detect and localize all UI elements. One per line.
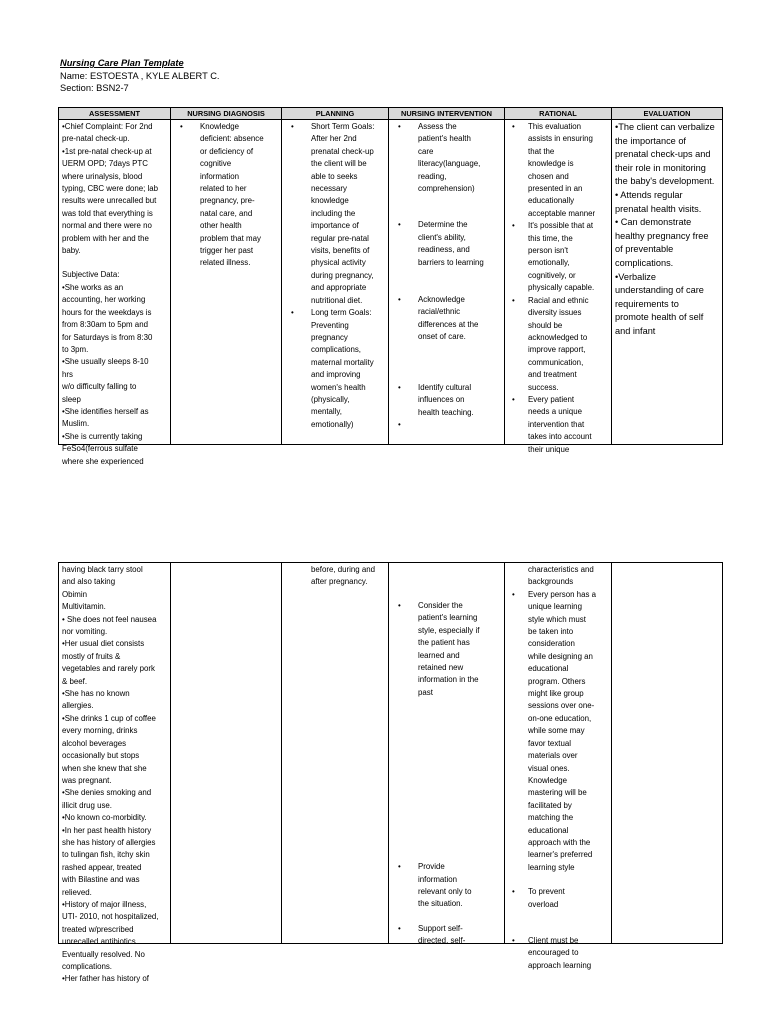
text-line: information: [200, 171, 240, 181]
text-line: backgrounds: [528, 577, 574, 587]
text-line: • Racial and ethnic: [528, 295, 589, 305]
text-line: physical activity: [311, 258, 366, 268]
text-line: •Chief Complaint: For 2nd: [62, 122, 153, 131]
text-line: that the: [528, 146, 555, 156]
text-line: other health: [200, 221, 242, 231]
text-line: reading,: [418, 171, 447, 181]
text-line: where she experienced: [62, 456, 144, 466]
text-line: and also taking: [62, 577, 116, 587]
rational-item: [508, 394, 608, 456]
text-line: past: [418, 687, 433, 697]
rational-item: [508, 589, 608, 874]
text-line: program. Others: [528, 676, 586, 686]
text-line: • Assess the: [418, 122, 457, 131]
text-line: assists in ensuring: [528, 134, 593, 144]
text-line: information: [418, 874, 458, 884]
text-line: should be: [528, 320, 563, 330]
planning-cell: [282, 120, 389, 445]
text-line: to 3pm.: [62, 344, 89, 354]
text-line: unique learning: [528, 602, 582, 612]
text-line: intervention that: [528, 419, 585, 429]
text-line: while some may: [528, 726, 585, 736]
text-line: complications.: [615, 257, 674, 268]
intervention-item: [392, 923, 501, 948]
text-line: •She usually sleeps 8-10: [62, 357, 149, 367]
text-line: •The client can verbalize: [615, 122, 715, 132]
text-line: educational: [528, 664, 569, 674]
text-line: of preventable: [615, 244, 674, 255]
text-line: importance of: [311, 221, 359, 231]
text-line: necessary: [311, 184, 347, 194]
text-line: •No known co-morbidity.: [62, 813, 147, 823]
text-line: baby.: [62, 246, 81, 256]
text-line: prenatal check-up: [311, 146, 374, 156]
text-line: hours for the weekdays is: [62, 307, 152, 317]
text-line: facilitated by: [528, 800, 572, 810]
text-line: information in the: [418, 675, 479, 685]
text-line: readiness, and: [418, 245, 470, 255]
text-line: from 8:30am to 5pm and: [62, 320, 148, 330]
text-line: educationally: [528, 196, 575, 206]
rational-item: [508, 121, 608, 220]
column-header-assessment: ASSESSMENT: [59, 108, 171, 120]
text-line: prenatal check-ups and: [615, 149, 711, 160]
document-header: [60, 57, 220, 95]
rational-item: [508, 295, 608, 394]
text-line: materials over: [528, 751, 578, 761]
text-line: normal and there were no: [62, 221, 152, 231]
text-line: •History of major illness,: [62, 899, 147, 909]
text-line: • Provide: [418, 862, 445, 872]
text-line: mentally,: [311, 407, 342, 417]
text-line: •Her usual diet consists: [62, 639, 145, 649]
text-line: and improving: [311, 370, 361, 380]
text-line: requirements to: [615, 298, 679, 309]
text-line: • Long term Goals:: [311, 308, 372, 318]
diagnosis-item: [174, 121, 278, 270]
text-line: barriers to learning: [418, 257, 484, 267]
text-line: while designing an: [528, 651, 593, 661]
text-line: & beef.: [62, 676, 88, 686]
text-line: •She is currently taking: [62, 431, 143, 441]
text-line: she has history of allergies: [62, 837, 156, 847]
assessment-cell: [59, 563, 171, 984]
text-line: comprehension): [418, 184, 475, 194]
text-line: knowledge is: [528, 159, 574, 169]
text-line: their role in monitoring: [615, 162, 706, 173]
intervention-empty-bullet: [392, 419, 501, 431]
text-line: problem with her and the: [62, 233, 149, 243]
text-line: •Verbalize: [615, 271, 657, 282]
text-line: • Attends regular: [615, 189, 683, 200]
text-line: mostly of fruits &: [62, 651, 121, 661]
evaluation-cell: [612, 120, 723, 445]
text-line: encouraged to: [528, 948, 579, 958]
text-line: visits, benefits of: [311, 246, 370, 256]
text-line: regular pre-natal: [311, 233, 369, 243]
text-line: to tulingan fish, itchy skin: [62, 850, 150, 860]
rational-item: [508, 220, 608, 294]
intervention-item: [392, 861, 501, 911]
text-line: cognitively, or: [528, 270, 576, 280]
text-line: complications,: [311, 345, 361, 355]
text-line: • Knowledge: [200, 122, 240, 131]
text-line: • Determine the: [418, 220, 468, 230]
text-line: learning style: [528, 862, 575, 872]
text-line: • It's possible that at: [528, 221, 594, 231]
text-line: knowledge: [311, 196, 349, 206]
text-line: sleep: [62, 394, 81, 404]
text-line: emotionally): [311, 419, 354, 429]
text-line: matching the: [528, 813, 574, 823]
text-line: occasionally but stops: [62, 751, 140, 761]
text-line: • Short Term Goals:: [311, 122, 375, 131]
text-line: • Support self-: [418, 923, 463, 933]
text-line: learner's preferred: [528, 850, 593, 860]
text-line: and infant: [615, 325, 656, 336]
text-line: Muslim.: [62, 419, 90, 429]
text-line: • Can demonstrate: [615, 217, 692, 228]
text-line: be taken into: [528, 627, 574, 637]
text-line: pregnancy, pre-: [200, 196, 255, 206]
text-line: accounting, her working: [62, 295, 146, 305]
text-line: this time, the: [528, 233, 573, 243]
text-line: person isn't: [528, 246, 569, 256]
text-line: onset of care.: [418, 332, 466, 342]
text-line: takes into account: [528, 432, 592, 442]
text-line: • Consider the: [418, 601, 463, 610]
text-line: approach learning: [528, 960, 592, 970]
text-line: retained new: [418, 663, 464, 673]
text-line: •She drinks 1 cup of coffee: [62, 713, 156, 723]
text-line: problem that may: [200, 233, 261, 243]
text-line: (physically,: [311, 394, 350, 404]
text-line: Obimin: [62, 589, 87, 599]
rational-cell: [505, 120, 612, 454]
text-line: health teaching.: [418, 407, 474, 417]
diagnosis-cell: [171, 120, 282, 445]
text-line: alcohol beverages: [62, 738, 127, 748]
text-line: every morning, drinks: [62, 726, 138, 736]
text-line: where urinalysis, blood: [62, 171, 143, 181]
text-line: •She has no known: [62, 689, 130, 699]
text-line: including the: [311, 208, 356, 218]
text-line: •She identifies herself as: [62, 406, 149, 416]
text-line: maternal mortality: [311, 357, 374, 367]
text-line: Subjective Data:: [62, 270, 120, 280]
text-line: •She denies smoking and: [62, 788, 152, 798]
text-line: nutritional diet.: [311, 295, 363, 305]
text-line: trigger her past: [200, 246, 254, 256]
text-line: acceptable manner: [528, 208, 596, 218]
student-name: Name: ESTOESTA , KYLE ALBERT C.: [60, 70, 220, 81]
text-line: deficient: absence: [200, 134, 264, 144]
text-line: w/o difficulty falling to: [62, 382, 137, 392]
text-line: emotionally,: [528, 258, 570, 268]
text-line: client's ability,: [418, 232, 466, 242]
text-line: pre-natal check-up.: [62, 134, 130, 144]
text-line: •Her father has history of: [62, 974, 149, 984]
rational-continuation: [508, 564, 608, 589]
text-line: women's health: [311, 382, 366, 392]
text-line: Knowledge: [528, 775, 568, 785]
text-line: style which must: [528, 614, 586, 624]
column-header-nursing-intervention: NURSING INTERVENTION: [389, 108, 505, 120]
text-line: overload: [528, 899, 559, 909]
text-line: vegetables and rarely pork: [62, 664, 155, 674]
text-line: success.: [528, 382, 559, 392]
column-header-evaluation: EVALUATION: [612, 108, 723, 120]
text-line: • Acknowledge: [418, 295, 465, 305]
text-line: Preventing: [311, 320, 349, 330]
text-line: • Identify cultural: [418, 382, 472, 392]
text-line: nor vomiting.: [62, 627, 108, 637]
text-line: natal care, and: [200, 208, 253, 218]
rational-item: [508, 886, 608, 911]
text-line: After her 2nd: [311, 134, 357, 144]
text-line: • This evaluation: [528, 122, 582, 131]
text-line: [62, 257, 167, 269]
planning-cell: [282, 563, 389, 944]
text-line: literacy(language,: [418, 159, 481, 169]
text-line: approach with the: [528, 837, 591, 847]
text-line: style, especially if: [418, 625, 480, 635]
text-line: was told that everything is: [62, 208, 153, 218]
care-plan-table-page-1: [58, 107, 723, 466]
text-line: might like group: [528, 689, 584, 699]
text-line: patient's health: [418, 134, 471, 144]
rational-cell: [505, 563, 612, 970]
text-line: illicit drug use.: [62, 800, 112, 810]
intervention-item: [392, 600, 501, 699]
text-line: after pregnancy.: [311, 577, 368, 587]
text-line: educational: [528, 825, 569, 835]
intervention-cell: [389, 120, 505, 445]
rational-item: [508, 935, 608, 972]
text-line: pregnancy: [311, 332, 348, 342]
text-line: on-one education,: [528, 713, 592, 723]
text-line: visual ones.: [528, 763, 570, 773]
text-line: for Saturdays is from 8:30: [62, 332, 153, 342]
text-line: cognitive: [200, 159, 232, 169]
intervention-item: [392, 121, 501, 195]
text-line: their unique: [528, 444, 570, 454]
text-line: •She works as an: [62, 282, 124, 292]
text-line: understanding of care: [615, 285, 704, 296]
text-line: •1st pre-natal check-up at: [62, 146, 152, 156]
text-line: or deficiency of: [200, 146, 254, 156]
text-line: chosen and: [528, 171, 569, 181]
text-line: care: [418, 146, 434, 156]
column-header-planning: PLANNING: [282, 108, 389, 120]
text-line: needs a unique: [528, 407, 582, 417]
text-line: UERM OPD; 7days PTC: [62, 159, 148, 169]
text-line: related illness.: [200, 258, 251, 268]
text-line: before, during and: [311, 565, 376, 574]
intervention-item: [392, 294, 501, 344]
text-line: complications.: [62, 962, 112, 971]
diagnosis-cell: [171, 563, 282, 944]
document-title: Nursing Care Plan Template: [60, 58, 184, 68]
text-line: Eventually resolved. No: [62, 949, 145, 959]
text-line: UTI- 2010, not hospitalized,: [62, 912, 159, 922]
text-line: and treatment: [528, 370, 577, 380]
text-line: consideration: [528, 639, 575, 649]
column-header-rational: RATIONAL: [505, 108, 612, 120]
text-line: learned and: [418, 650, 460, 660]
text-line: • She does not feel nausea: [62, 614, 157, 624]
text-line: racial/ethnic: [418, 307, 461, 317]
intervention-cell: [389, 563, 505, 944]
text-line: relevant only to: [418, 887, 472, 897]
text-line: •In her past health history: [62, 825, 152, 835]
text-line: related to her: [200, 184, 247, 194]
text-line: characteristics and: [528, 565, 594, 574]
text-line: hrs: [62, 369, 73, 379]
text-line: able to seeks: [311, 171, 358, 181]
text-line: physically capable.: [528, 283, 595, 293]
student-section: Section: BSN2-7: [60, 83, 129, 93]
evaluation-cell: [612, 563, 723, 944]
column-header-nursing-diagnosis: NURSING DIAGNOSIS: [171, 108, 282, 120]
text-line: rashed appear, treated: [62, 862, 142, 872]
assessment-cell: [59, 120, 171, 466]
text-line: promote health of self: [615, 312, 704, 323]
text-line: directed, self-: [418, 936, 466, 946]
text-line: during pregnancy,: [311, 270, 374, 280]
text-line: prenatal health visits.: [615, 203, 702, 214]
text-line: communication,: [528, 357, 584, 367]
text-line: FeSo4(ferrous sulfate: [62, 444, 138, 454]
text-line: the client will be: [311, 159, 367, 169]
text-line: • Every person has a: [528, 589, 596, 599]
text-line: results were unrecalled but: [62, 196, 157, 206]
text-line: the patient has: [418, 638, 470, 648]
text-line: diversity issues: [528, 308, 582, 318]
text-line: allergies.: [62, 701, 94, 711]
text-line: having black tarry stool: [62, 565, 143, 574]
text-line: typing, CBC were done; lab: [62, 184, 159, 194]
text-line: • To prevent: [528, 887, 565, 897]
text-line: and appropriate: [311, 283, 367, 293]
text-line: mastering will be: [528, 788, 587, 798]
intervention-item: [392, 219, 501, 269]
intervention-item: [392, 382, 501, 419]
text-line: presented in an: [528, 184, 583, 194]
text-line: sessions over one-: [528, 701, 595, 711]
text-line: favor textual: [528, 738, 571, 748]
text-line: was pregnant.: [62, 775, 112, 785]
text-line: acknowledged to: [528, 332, 588, 342]
care-plan-table-page-2: [58, 562, 723, 984]
text-line: the situation.: [418, 899, 463, 909]
text-line: with Bilastine and was: [62, 875, 140, 885]
text-line: improve rapport,: [528, 345, 586, 355]
text-line: the baby's development.: [615, 176, 715, 187]
text-line: • Every patient: [528, 394, 575, 404]
text-line: • Client must be: [528, 935, 579, 945]
text-line: relieved.: [62, 887, 92, 897]
text-line: healthy pregnancy free: [615, 230, 709, 241]
text-line: differences at the: [418, 319, 479, 329]
text-line: the importance of: [615, 135, 686, 146]
text-line: when she knew that she: [62, 763, 147, 773]
text-line: influences on: [418, 395, 465, 405]
short-term-goal: [285, 121, 385, 307]
text-line: treated w/prescribed: [62, 924, 134, 934]
text-line: patient's learning: [418, 613, 478, 623]
text-line: unrecalled antibiotics.: [62, 937, 138, 947]
long-term-goal: [285, 307, 385, 431]
text-line: Multivitamin.: [62, 602, 106, 612]
